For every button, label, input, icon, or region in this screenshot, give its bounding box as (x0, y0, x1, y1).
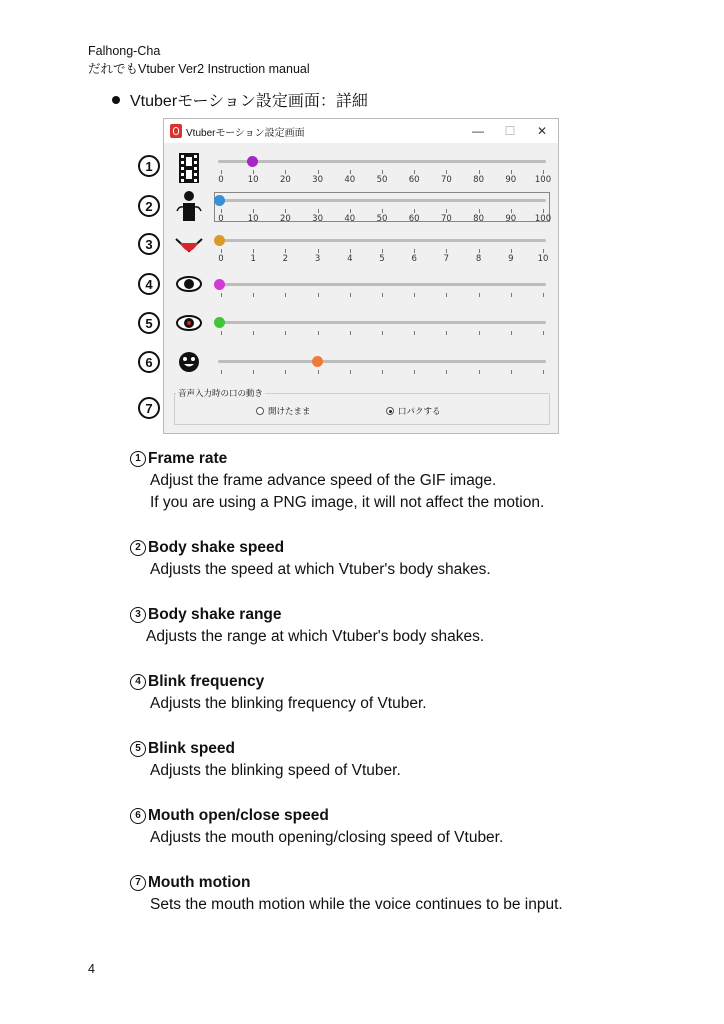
radio-lip-sync[interactable] (386, 405, 441, 417)
tick-label: 80 (473, 214, 485, 224)
tick-mark (285, 370, 286, 374)
section-3 (130, 604, 650, 648)
mouth-speed-slider-thumb[interactable] (312, 356, 323, 367)
tick-mark (221, 170, 222, 174)
tick-mark (446, 331, 447, 335)
minimize-button[interactable]: — (472, 124, 484, 138)
tick-mark (414, 209, 415, 213)
tick-mark (253, 209, 254, 213)
section-description: Adjusts the speed at which Vtuber's body shakes. (150, 561, 491, 578)
body-shake-range-slider-thumb[interactable] (214, 235, 225, 246)
tick-label: 10 (537, 254, 549, 264)
tick-mark (350, 249, 351, 253)
tick-label: 90 (505, 175, 517, 185)
header-author: Falhong-Cha (88, 44, 161, 58)
tick-label: 4 (347, 254, 353, 264)
tick-label: 5 (379, 254, 385, 264)
tick-label: 70 (440, 214, 452, 224)
tick-mark (446, 209, 447, 213)
tick-mark (253, 331, 254, 335)
tick-mark (543, 170, 544, 174)
radio-lip-sync-label: 口パクする (398, 406, 441, 416)
tick-mark (318, 249, 319, 253)
mouth-motion-group-label: 音声入力時の口の動き (178, 388, 264, 398)
bullet-icon (112, 96, 120, 104)
tick-mark (479, 209, 480, 213)
section-heading-text: Vtuberモーション設定画面：詳細 (130, 93, 368, 110)
tick-mark (253, 170, 254, 174)
blink-speed-slider-thumb[interactable] (214, 317, 225, 328)
section-heading-2 (130, 537, 650, 559)
tick-label: 20 (279, 214, 291, 224)
section-number-badge: 3 (130, 607, 146, 623)
row-number-7: 7 (138, 397, 160, 419)
tick-mark (543, 331, 544, 335)
section-title: Blink speed (148, 740, 235, 757)
radio-keep-open[interactable] (256, 405, 311, 417)
tick-label: 50 (376, 214, 388, 224)
tick-label: 6 (411, 254, 417, 264)
tick-mark (479, 370, 480, 374)
page-number: 4 (88, 962, 95, 976)
tick-mark (511, 209, 512, 213)
tick-label: 40 (344, 175, 356, 185)
blink-frequency-slider[interactable] (218, 283, 546, 286)
mouth-speed-slider[interactable] (218, 360, 546, 363)
tick-mark (414, 293, 415, 297)
section-number-badge: 5 (130, 741, 146, 757)
tick-mark (446, 370, 447, 374)
tick-mark (414, 249, 415, 253)
row-number-5: 5 (138, 312, 160, 334)
radio-keep-open-dot[interactable] (256, 407, 264, 415)
tick-label: 0 (218, 254, 224, 264)
tick-mark (511, 293, 512, 297)
description-sections (130, 448, 650, 939)
tick-mark (446, 293, 447, 297)
row-number-4: 4 (138, 273, 160, 295)
tick-mark (479, 170, 480, 174)
body-shake-speed-slider-thumb[interactable] (214, 195, 225, 206)
tick-mark (253, 293, 254, 297)
tick-mark (511, 331, 512, 335)
tick-label: 30 (312, 175, 324, 185)
tick-label: 40 (344, 214, 356, 224)
tick-label: 0 (218, 214, 224, 224)
tick-mark (414, 331, 415, 335)
tick-mark (350, 209, 351, 213)
tick-mark (318, 370, 319, 374)
section-title: Blink frequency (148, 673, 265, 690)
row-number-3: 3 (138, 233, 160, 255)
section-description: Adjusts the mouth opening/closing speed of Vtuber. (150, 829, 504, 846)
tick-label: 7 (443, 254, 450, 264)
tick-mark (479, 249, 480, 253)
radio-lip-sync-dot[interactable] (386, 407, 394, 415)
row-number-2: 2 (138, 195, 160, 217)
tick-label: 100 (534, 214, 552, 224)
tick-label: 50 (376, 175, 388, 185)
close-button[interactable]: ✕ (536, 124, 548, 138)
tick-label: 60 (408, 214, 420, 224)
tick-mark (511, 249, 512, 253)
section-heading-3 (130, 604, 650, 626)
section-description: Adjust the frame advance speed of the GIF image. (150, 472, 497, 489)
tick-mark (543, 209, 544, 213)
tick-mark (543, 293, 544, 297)
tick-mark (221, 249, 222, 253)
tick-label: 10 (247, 214, 259, 224)
window-titlebar[interactable] (164, 119, 558, 143)
section-2 (130, 537, 650, 581)
frame-rate-slider-thumb[interactable] (247, 156, 258, 167)
tick-mark (350, 331, 351, 335)
tick-mark (221, 370, 222, 374)
tick-mark (382, 249, 383, 253)
tick-label: 0 (218, 175, 224, 185)
tick-label: 100 (534, 175, 552, 185)
tick-mark (414, 170, 415, 174)
tick-mark (382, 370, 383, 374)
tick-mark (382, 170, 383, 174)
section-7 (130, 872, 650, 916)
tick-mark (350, 170, 351, 174)
tick-label: 90 (505, 214, 517, 224)
tick-mark (543, 370, 544, 374)
tick-label: 60 (408, 175, 420, 185)
tick-mark (350, 370, 351, 374)
face-mouth-icon (174, 345, 204, 379)
tick-mark (479, 331, 480, 335)
frame-rate-slider[interactable] (218, 160, 546, 163)
section-description: Adjusts the blinking speed of Vtuber. (150, 762, 401, 779)
tick-mark (285, 249, 286, 253)
tick-label: 2 (282, 254, 289, 264)
tick-mark (318, 170, 319, 174)
shake-range-icon (174, 229, 204, 263)
header-manual-title: だれでもVtuber Ver2 Instruction manual (88, 62, 310, 76)
section-title: Mouth motion (148, 874, 251, 891)
tick-mark (479, 293, 480, 297)
window-title: Vtuberモーション設定画面 (186, 128, 305, 139)
tick-label: 70 (440, 175, 452, 185)
eye-blink-frequency-icon (174, 267, 204, 301)
blink-speed-ticks (218, 331, 546, 347)
tick-mark (285, 331, 286, 335)
section-heading-7 (130, 872, 650, 894)
section-heading-4 (130, 671, 650, 693)
tick-mark (221, 293, 222, 297)
tick-mark (511, 170, 512, 174)
tick-mark (382, 293, 383, 297)
tick-mark (382, 331, 383, 335)
tick-mark (511, 370, 512, 374)
tick-label: 3 (314, 254, 321, 264)
radio-keep-open-label: 開けたまま (268, 406, 311, 416)
body-shake-icon (174, 189, 204, 223)
section-number-badge: 7 (130, 875, 146, 891)
tick-mark (285, 293, 286, 297)
tick-mark (446, 170, 447, 174)
section-number-badge: 2 (130, 540, 146, 556)
section-6 (130, 805, 650, 849)
tick-label: 80 (473, 175, 485, 185)
body-shake-range-ticks (218, 249, 549, 265)
tick-label: 10 (247, 175, 259, 185)
tick-mark (285, 209, 286, 213)
tick-label: 1 (250, 254, 256, 264)
tick-mark (253, 370, 254, 374)
section-title: Mouth open/close speed (148, 807, 329, 824)
blink-speed-slider[interactable] (218, 321, 546, 324)
section-description: Sets the mouth motion while the voice continues to be input. (150, 896, 563, 913)
section-number-badge: 4 (130, 674, 146, 690)
body-shake-speed-ticks (218, 209, 552, 225)
section-heading-6 (130, 805, 650, 827)
settings-window (163, 118, 559, 434)
section-title: Body shake range (148, 606, 282, 623)
section-number-badge: 1 (130, 451, 146, 467)
section-5 (130, 738, 650, 782)
section-description: Adjusts the blinking frequency of Vtuber. (150, 695, 427, 712)
tick-mark (382, 209, 383, 213)
frame-rate-ticks (218, 170, 552, 186)
tick-mark (253, 249, 254, 253)
section-description: If you are using a PNG image, it will not affect the motion. (150, 494, 545, 511)
mouth-speed-ticks (218, 370, 546, 386)
section-description: Adjusts the range at which Vtuber's body shakes. (146, 628, 485, 645)
tick-mark (350, 293, 351, 297)
tick-label: 20 (279, 175, 291, 185)
app-icon (170, 124, 182, 138)
section-title: Frame rate (148, 450, 228, 467)
film-strip-icon (174, 151, 204, 185)
tick-mark (543, 249, 544, 253)
blink-frequency-ticks (218, 293, 546, 309)
blink-frequency-slider-thumb[interactable] (214, 279, 225, 290)
tick-mark (446, 249, 447, 253)
body-shake-speed-slider[interactable] (218, 199, 546, 202)
body-shake-range-slider[interactable] (218, 239, 546, 242)
row-number-6: 6 (138, 351, 160, 373)
tick-mark (414, 370, 415, 374)
eye-blink-speed-icon (174, 306, 204, 340)
tick-label: 30 (312, 214, 324, 224)
section-heading-5 (130, 738, 650, 760)
row-number-1: 1 (138, 155, 160, 177)
tick-mark (318, 209, 319, 213)
section-1 (130, 448, 650, 514)
section-heading-1 (130, 448, 650, 470)
tick-mark (221, 209, 222, 213)
tick-mark (285, 170, 286, 174)
tick-mark (318, 293, 319, 297)
tick-label: 8 (475, 254, 482, 264)
section-heading (112, 88, 368, 111)
section-title: Body shake speed (148, 539, 285, 556)
section-4 (130, 671, 650, 715)
maximize-button[interactable]: ☐ (504, 124, 516, 138)
tick-label: 9 (508, 254, 514, 264)
section-number-badge: 6 (130, 808, 146, 824)
tick-mark (318, 331, 319, 335)
tick-mark (221, 331, 222, 335)
